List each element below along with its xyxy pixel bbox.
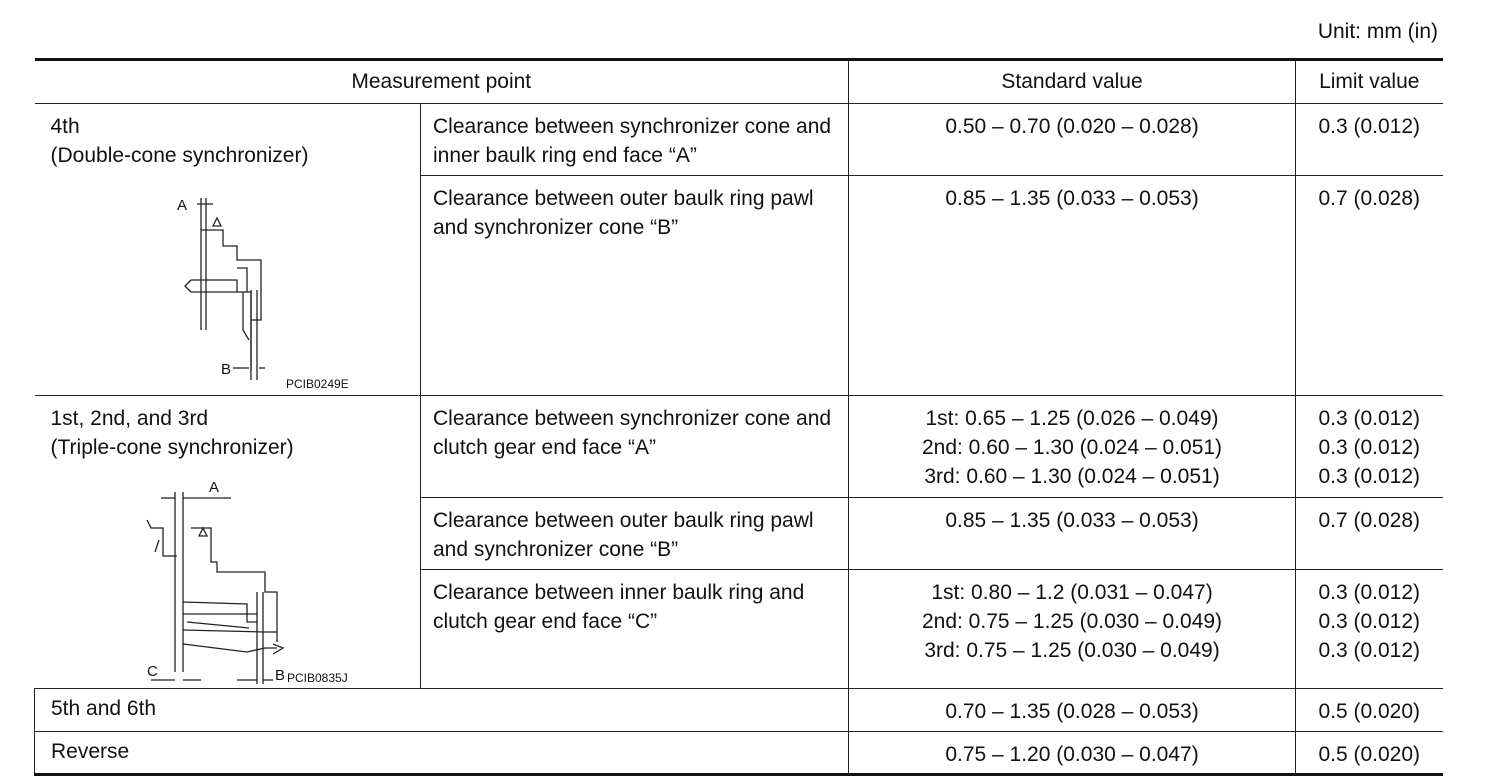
double-cone-diagram	[51, 180, 391, 390]
standard-value: 1st: 0.80 – 1.2 (0.031 – 0.047)	[931, 581, 1213, 605]
group-sub: (Double-cone synchronizer)	[50, 144, 309, 167]
group-name: 1st, 2nd, and 3rd	[50, 407, 209, 430]
limit-value: 0.3 (0.012)	[1318, 436, 1421, 459]
header-standard: Standard value	[849, 60, 1296, 104]
table-row	[35, 396, 1443, 498]
limit-value: 0.3 (0.012)	[1318, 115, 1421, 138]
limit-cell: 0.5 (0.020)	[1296, 732, 1443, 775]
diagram-label-b: B	[220, 361, 231, 378]
limit-value: 0.7 (0.028)	[1318, 508, 1421, 532]
limit-cell	[1296, 570, 1443, 689]
diagram-label-b: B	[274, 667, 285, 684]
standard-cell	[849, 497, 1296, 569]
table-row	[35, 104, 1443, 176]
header-row	[35, 60, 1443, 104]
limit-value: 0.3 (0.012)	[1318, 610, 1421, 634]
limit-cell	[1296, 176, 1443, 396]
standard-value: 1st: 0.65 – 1.25 (0.026 – 0.049)	[925, 407, 1219, 430]
spec-table	[34, 58, 1443, 776]
standard-value: 0.85 – 1.35 (0.033 – 0.053)	[945, 187, 1199, 210]
point-cell: Clearance between outer baulk ring pawl and synchronizer cone “B”	[421, 497, 849, 569]
standard-value: 2nd: 0.60 – 1.30 (0.024 – 0.051)	[921, 436, 1223, 459]
standard-value: 2nd: 0.75 – 1.25 (0.030 – 0.049)	[921, 610, 1223, 634]
triple-cone-diagram	[51, 472, 391, 688]
point-cell: Clearance between outer baulk ring pawl and synchronizer cone “B”	[421, 176, 849, 396]
group-cell-5th-6th: 5th and 6th	[35, 689, 849, 732]
point-cell: Clearance between synchronizer cone and inner baulk ring end face “A”	[421, 104, 849, 176]
diagram-label-a: A	[176, 197, 187, 214]
unit-label: Unit: mm (in)	[1317, 20, 1438, 43]
limit-cell: 0.5 (0.020)	[1296, 689, 1443, 732]
group-cell-1st-2nd-3rd	[35, 396, 421, 689]
limit-value: 0.3 (0.012)	[1318, 407, 1421, 430]
standard-value: 0.85 – 1.35 (0.033 – 0.053)	[945, 508, 1199, 532]
standard-cell	[849, 570, 1296, 689]
limit-value: 0.3 (0.012)	[1318, 639, 1421, 663]
diagram-label-a: A	[208, 479, 219, 496]
diagram-label-c: C	[146, 663, 158, 680]
diagram-code: PCIB0835J	[286, 671, 348, 685]
standard-cell: 0.70 – 1.35 (0.028 – 0.053)	[849, 689, 1296, 732]
limit-cell	[1296, 104, 1443, 176]
table-row	[35, 732, 1443, 775]
table-row	[35, 689, 1443, 732]
group-cell-reverse: Reverse	[35, 732, 849, 775]
standard-cell	[849, 104, 1296, 176]
group-cell-4th	[35, 104, 421, 396]
standard-value: 0.50 – 0.70 (0.020 – 0.028)	[945, 115, 1199, 138]
standard-value: 3rd: 0.75 – 1.25 (0.030 – 0.049)	[924, 639, 1220, 663]
standard-cell	[849, 176, 1296, 396]
standard-value: 3rd: 0.60 – 1.30 (0.024 – 0.051)	[924, 465, 1220, 488]
limit-value: 0.7 (0.028)	[1318, 187, 1421, 210]
limit-value: 0.3 (0.012)	[1318, 465, 1421, 488]
group-sub: (Triple-cone synchronizer)	[50, 436, 294, 459]
header-measurement: Measurement point	[35, 60, 849, 104]
standard-cell: 0.75 – 1.20 (0.030 – 0.047)	[849, 732, 1296, 775]
limit-cell	[1296, 497, 1443, 569]
limit-value: 0.3 (0.012)	[1318, 581, 1421, 605]
limit-cell	[1296, 396, 1443, 498]
point-cell: Clearance between synchronizer cone and clutch gear end face “A”	[421, 396, 849, 498]
point-cell: Clearance between inner baulk ring and clutch gear end face “C”	[421, 570, 849, 689]
diagram-code: PCIB0249E	[285, 377, 349, 390]
group-name: 4th	[50, 115, 80, 138]
header-limit: Limit value	[1296, 60, 1443, 104]
standard-cell	[849, 396, 1296, 498]
